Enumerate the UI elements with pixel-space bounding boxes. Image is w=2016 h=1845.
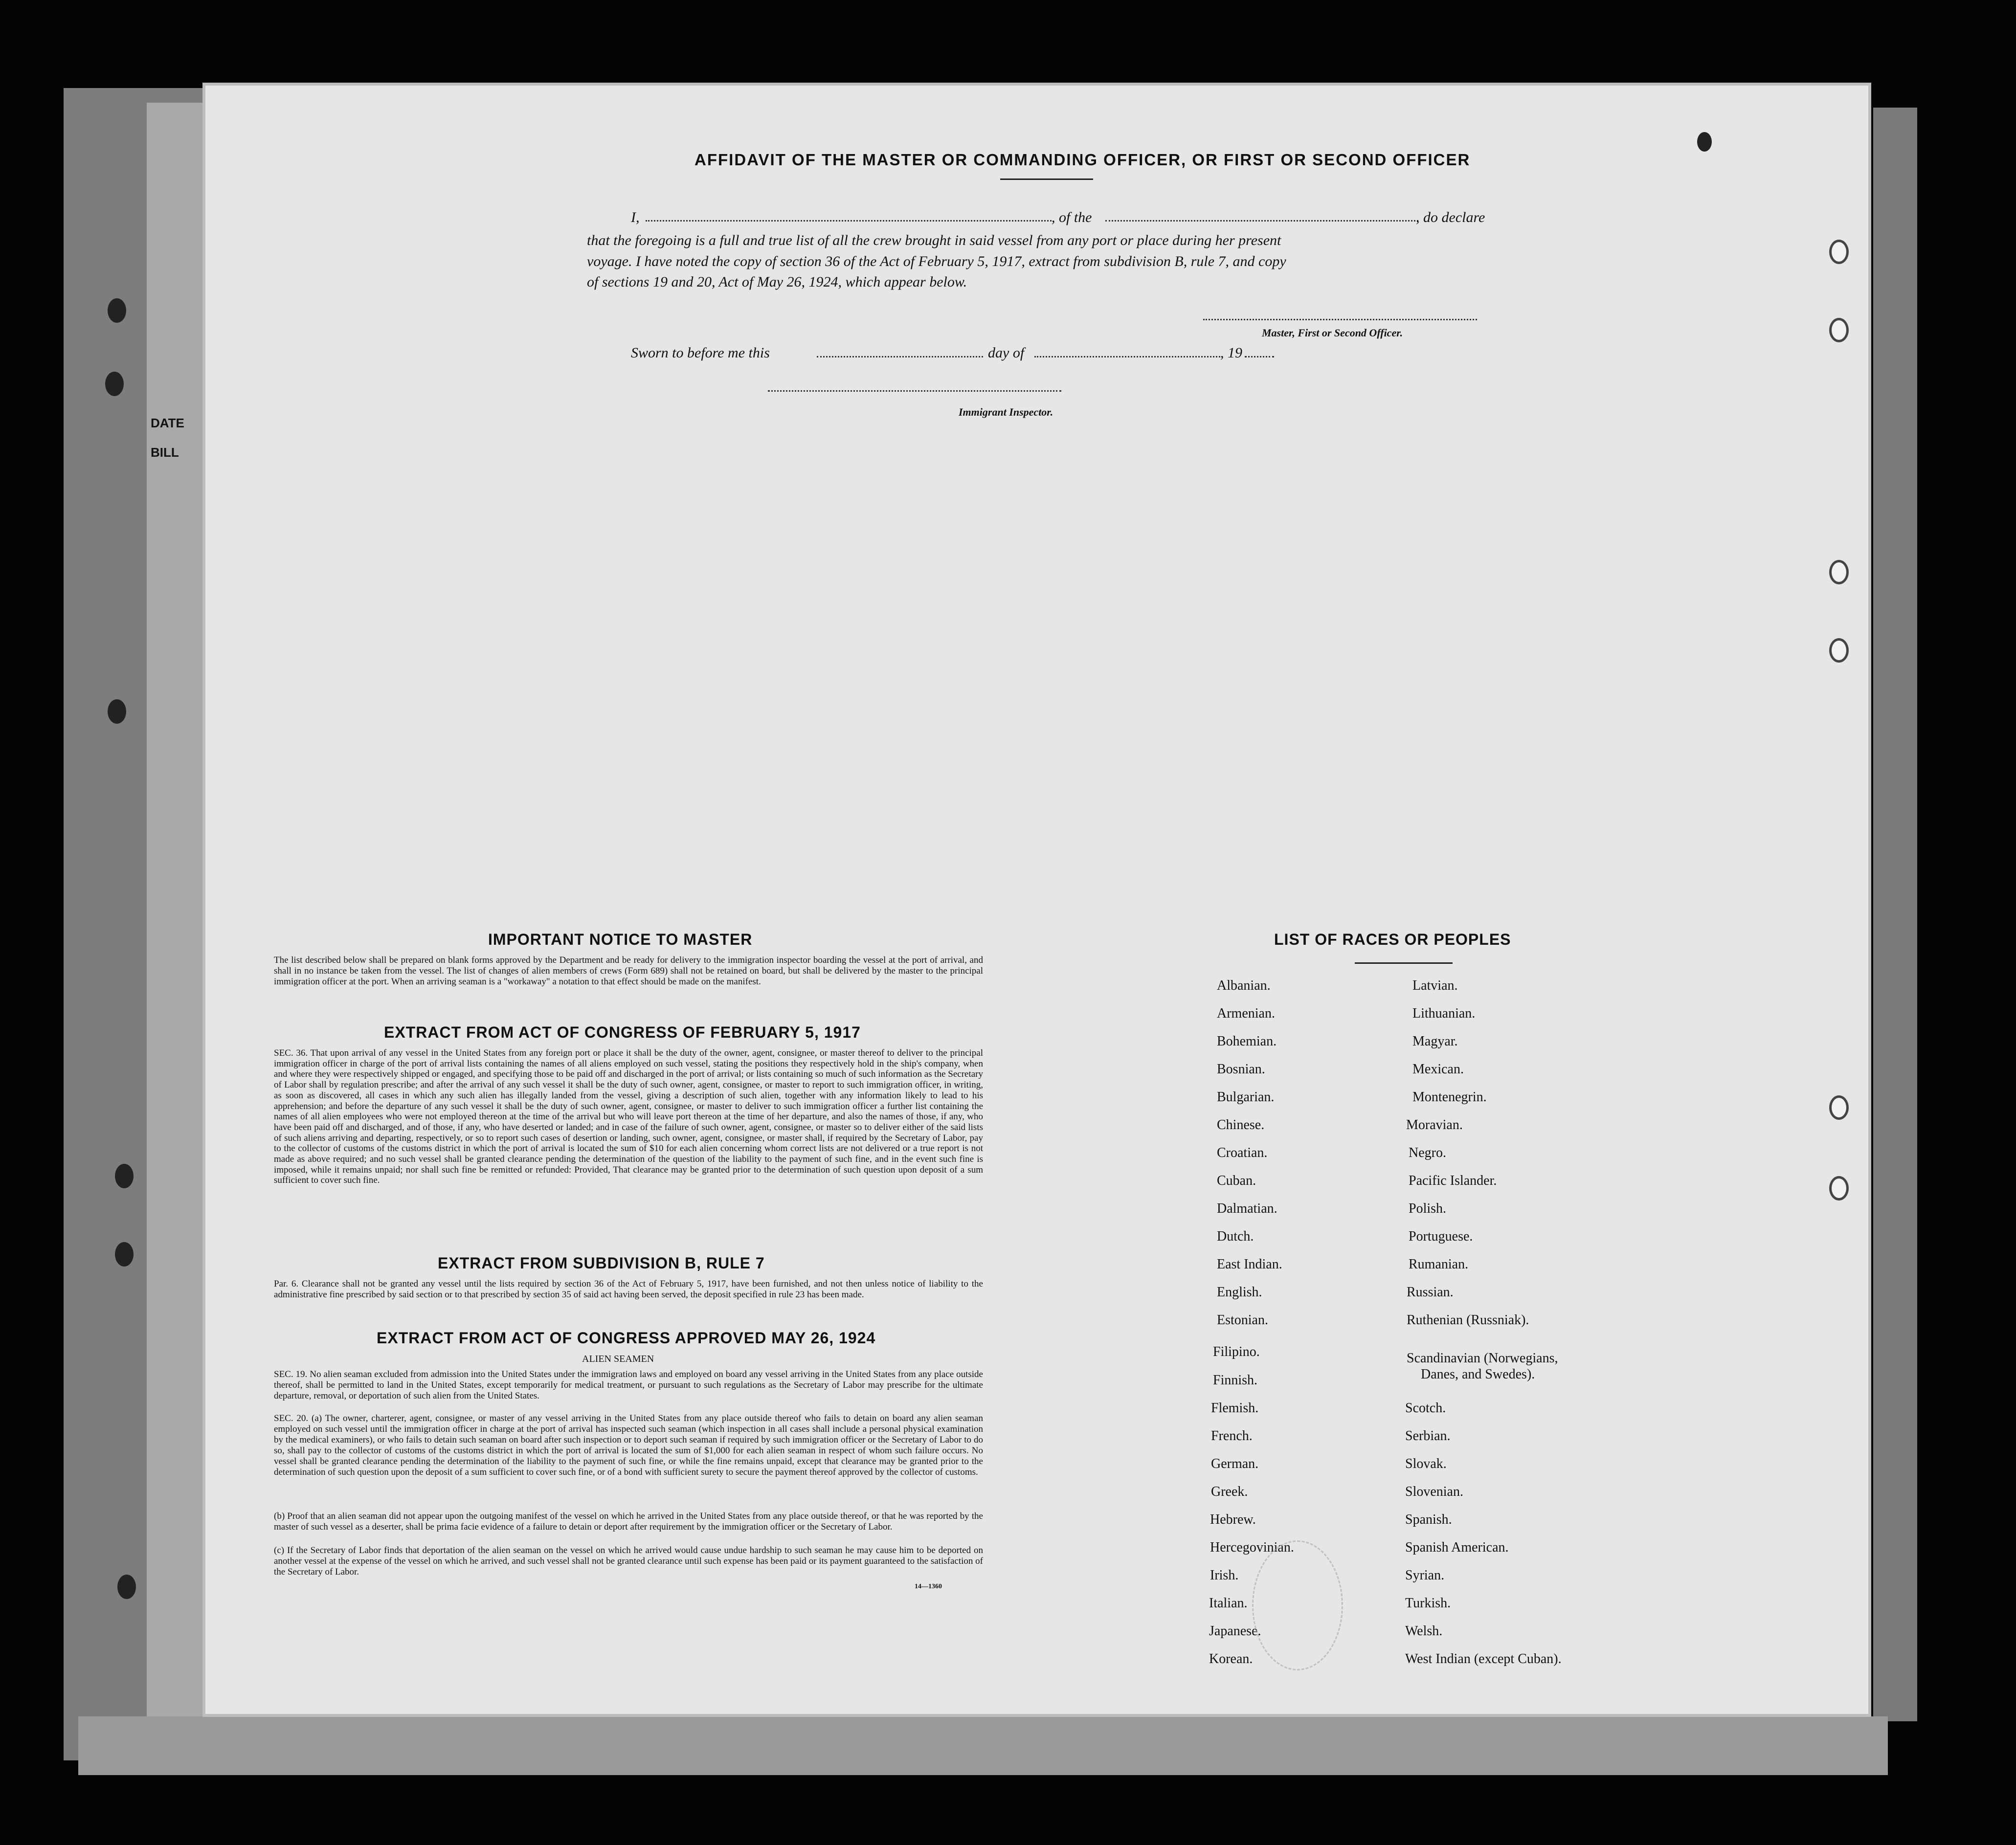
race-item: Korean. <box>1209 1651 1253 1667</box>
race-item: Welsh. <box>1405 1623 1443 1639</box>
sworn-label: Sworn to before me this <box>631 345 770 361</box>
race-item: English. <box>1217 1285 1262 1300</box>
race-item: Chinese. <box>1217 1117 1265 1133</box>
notice-text: The list described below shall be prepared on blank forms approved by the Department and be ready for delivery to the immigration inspector boarding the vessel at the port of arrival, and shall in no instance be taken from the vessel. The list of changes of alien members of crews (Form 689) shall not be retained on board, but shall be delivered by the master to the principal immigration officer at the port. When an arriving seaman is a "workaway" a notation to that effect should be made on the manifest. <box>274 955 983 987</box>
race-item: Hebrew. <box>1210 1512 1256 1527</box>
race-item: Slovenian. <box>1405 1484 1463 1499</box>
affidavit-i-label: I, <box>631 209 640 225</box>
punch-hole <box>1829 638 1849 663</box>
inspector-caption: Immigrant Inspector. <box>959 406 1053 418</box>
sec20b-text: (b) Proof that an alien seaman did not appear upon the outgoing manifest of the vessel on which he arrived in the United States from any place outside thereof, or that he was reported by the master of such vessel as a deserter, shall be prima facie evidence of a failure to detain or deport after requirement by the immigration officer or the Secretary of Labor. <box>274 1511 983 1532</box>
sworn-year-field[interactable] <box>1245 356 1274 357</box>
race-item: West Indian (except Cuban). <box>1405 1651 1562 1667</box>
vessel-field[interactable] <box>1105 220 1418 222</box>
race-item: Irish. <box>1210 1568 1239 1583</box>
races-rule <box>1355 962 1453 964</box>
punch-hole <box>108 298 126 323</box>
race-item: Danes, and Swedes). <box>1421 1367 1535 1382</box>
date-side-label: DATE <box>151 416 184 430</box>
race-item: Russian. <box>1407 1285 1454 1300</box>
punch-hole <box>1829 318 1849 342</box>
form-number: 14—1360 <box>915 1583 942 1590</box>
extract-1924-title: EXTRACT FROM ACT OF CONGRESS APPROVED MAY 26, 1924 <box>377 1329 876 1347</box>
faded-stamp <box>1252 1540 1343 1670</box>
punch-hole <box>105 372 124 396</box>
day-of-label: day of <box>988 345 1025 361</box>
race-item: Spanish. <box>1405 1512 1452 1527</box>
race-item: Finnish. <box>1213 1373 1258 1388</box>
affidavit-title: AFFIDAVIT OF THE MASTER OR COMMANDING OFFICER, OR FIRST OR SECOND OFFICER <box>694 151 1471 169</box>
punch-hole <box>115 1242 134 1267</box>
race-item: East Indian. <box>1217 1257 1282 1272</box>
bill-side-label: BILL <box>151 445 179 460</box>
race-item: Scandinavian (Norwegians, <box>1407 1351 1558 1366</box>
extract-1917-title: EXTRACT FROM ACT OF CONGRESS OF FEBRUARY 5, 1917 <box>384 1023 861 1041</box>
sec19-text: SEC. 19. No alien seaman excluded from admission into the United States under the immigration laws and employed on board any vessel arriving in the United States from any place outside thereof, shall be permitted to land in the United States, except temporarily for medical treatment, or pursuant to such regulations as the Secretary of Labor may prescribe for the ultimate departure, removal, or deportation of such alien from the United States. <box>274 1369 983 1401</box>
race-item: Spanish American. <box>1405 1540 1509 1555</box>
affidavit-body-line3: of sections 19 and 20, Act of May 26, 1924, which appear below. <box>587 274 967 290</box>
extract-rule7-text: Par. 6. Clearance shall not be granted any vessel until the lists required by section 36 of the Act of February 5, 1917, have been furnished, and not then unless notice of liability to the administrative fine prescribed by said section or to that prescribed by section 35 of said act having been served, the deposit specified in rule 23 has been made. <box>274 1279 983 1300</box>
punch-hole <box>1829 560 1849 584</box>
sec20a-text: SEC. 20. (a) The owner, charterer, agent, consignee, or master of any vessel arriving in the United States from any place outside thereof who fails to detain on board any alien seaman employed on such vessel until the immigration officer in charge at the port of arrival has inspected such seaman (which inspection in all cases shall include a personal physical examination by the medical examiners), or who fails to detain such seaman on board after such inspection or to deport such seaman if required by such immigration officer or the Secretary of Labor to do so, shall pay to the collector of customs of the customs district in which the port of arrival is located the sum of $1,000 for each alien seaman in respect of whom such failure occurs. No vessel shall be granted clearance pending the determination of the liability to the payment of such fine, or while the fine remains unpaid, except that clearance may be granted prior to the determination of such question upon the deposit of a sum sufficient to cover such fine, or of a bond with sufficient surety to secure the payment thereof approved by the collector of customs. <box>274 1413 983 1477</box>
race-item: Turkish. <box>1405 1596 1451 1611</box>
race-item: Scotch. <box>1405 1400 1446 1416</box>
race-item: Portuguese. <box>1409 1229 1473 1244</box>
extract-1917-text: SEC. 36. That upon arrival of any vessel in the United States from any foreign port or place it shall be the duty of the owner, agent, consignee, or master thereof to deliver to the principal immigration officer in charge of the port of arrival lists containing the names of all aliens employed on such vessel, stating the positions they respectively hold in the ship's company, when and where they were respectively shipped or engaged, and specifying those to be paid off and discharged in the port of arrival; or lists containing so much of such information as the Secretary of Labor shall by regulation prescribe; and after the arrival of any such vessel it shall be the duty of such owner, agent, consignee, or master to report to such immigration officer, in writing, as soon as discovered, all cases in which any such alien has illegally landed from the vessel, giving a description of such alien, together with any information likely to lead to his apprehension; and before the departure of any such vessel it shall be the duty of such owner, agent, consignee, or master to deliver to such immigration officer a further list containing the names of all alien employees who were not employed thereon at the time of the arrival but who will leave port thereon at the time of her departure, and also the names of those, if any, who have been paid off and discharged, and of those, if any, who have deserted or landed; and in case of the failure of such owner, agent, consignee, or master so to deliver either of the said lists of such aliens arriving and departing, respectively, or so to report such cases of desertion or landing, such owner, agent, consignee, or master shall, if required by the Secretary of Labor, pay to the collector of customs of the customs district in which the port of arrival is located the sum of $10 for each alien concerning whom correct lists are not delivered or a true report is not made as above required; and no such vessel shall be granted clearance pending the determination of the question of the liability to the payment of such fine, and in the event such fine is imposed, while it remains unpaid; nor shall such fine be remitted or refunded: Provided, That clearance may be granted prior to the determination of such question upon deposit of a sum sufficient to cover such fine. <box>274 1048 983 1186</box>
extract-rule7-title: EXTRACT FROM SUBDIVISION B, RULE 7 <box>438 1254 765 1272</box>
sworn-month-field[interactable] <box>1034 356 1220 357</box>
race-item: Magyar. <box>1412 1034 1458 1049</box>
race-item: Serbian. <box>1405 1428 1451 1444</box>
punch-hole <box>1697 132 1712 152</box>
name-field[interactable] <box>646 220 1052 222</box>
master-signature-field[interactable] <box>1203 319 1477 320</box>
race-item: French. <box>1211 1428 1253 1444</box>
race-item: Filipino. <box>1213 1344 1260 1359</box>
race-item: Moravian. <box>1406 1117 1463 1133</box>
race-item: Dutch. <box>1217 1229 1254 1244</box>
race-item: Estonian. <box>1217 1312 1268 1328</box>
race-item: Negro. <box>1409 1145 1446 1160</box>
race-item: Armenian. <box>1217 1006 1275 1021</box>
affidavit-do-declare-label: , do declare <box>1416 209 1485 225</box>
punch-hole <box>117 1575 136 1599</box>
race-item: Pacific Islander. <box>1409 1173 1497 1188</box>
race-item: Greek. <box>1211 1484 1248 1499</box>
punch-hole <box>1829 1176 1849 1200</box>
race-item: Slovak. <box>1405 1456 1447 1471</box>
binder-right-edge <box>1873 108 1917 1721</box>
races-title: LIST OF RACES OR PEOPLES <box>1274 931 1511 948</box>
sworn-day-field[interactable] <box>817 356 983 357</box>
binder-bottom-edge <box>78 1716 1888 1775</box>
race-item: Montenegrin. <box>1412 1089 1487 1105</box>
race-item: Mexican. <box>1412 1062 1464 1077</box>
affidavit-body-line2: voyage. I have noted the copy of section 36 of the Act of February 5, 1917, extract from subdivision B, rule 7, and copy <box>587 253 1286 269</box>
race-item: Japanese. <box>1209 1623 1261 1639</box>
race-item: Italian. <box>1209 1596 1248 1611</box>
punch-hole <box>115 1164 134 1188</box>
race-item: Croatian. <box>1217 1145 1268 1160</box>
race-item: Cuban. <box>1217 1173 1256 1188</box>
alien-seamen-subtitle: ALIEN SEAMEN <box>582 1354 654 1364</box>
inspector-signature-field[interactable] <box>768 390 1061 392</box>
year-label: , 19 <box>1220 345 1242 361</box>
race-item: Latvian. <box>1412 978 1458 993</box>
title-rule <box>1000 178 1093 180</box>
punch-hole <box>1829 1095 1849 1120</box>
race-item: Bohemian. <box>1217 1034 1277 1049</box>
race-item: Polish. <box>1409 1201 1447 1216</box>
race-item: Syrian. <box>1405 1568 1445 1583</box>
punch-hole <box>1829 240 1849 264</box>
race-item: German. <box>1211 1456 1259 1471</box>
underlying-page-edge <box>147 103 210 1751</box>
race-item: Rumanian. <box>1409 1257 1469 1272</box>
race-item: Dalmatian. <box>1217 1201 1277 1216</box>
race-item: Ruthenian (Russniak). <box>1407 1312 1529 1328</box>
race-item: Albanian. <box>1217 978 1271 993</box>
race-item: Hercegovinian. <box>1210 1540 1294 1555</box>
affidavit-body-line1: that the foregoing is a full and true list of all the crew brought in said vessel from any port or place during her present <box>587 232 1281 248</box>
race-item: Flemish. <box>1211 1400 1259 1416</box>
master-caption: Master, First or Second Officer. <box>1262 327 1403 339</box>
race-item: Lithuanian. <box>1412 1006 1476 1021</box>
notice-title: IMPORTANT NOTICE TO MASTER <box>488 931 753 948</box>
race-item: Bosnian. <box>1217 1062 1265 1077</box>
sec20c-text: (c) If the Secretary of Labor finds that deportation of the alien seaman on the vessel on which he arrived would cause undue hardship to such seaman he may cause him to be deported on another vessel at the expense of the vessel on which he arrived, and such vessel shall not be granted clearance until such expense has been paid or its payment guaranteed to the satisfaction of the Secretary of Labor. <box>274 1545 983 1577</box>
race-item: Bulgarian. <box>1217 1089 1275 1105</box>
punch-hole <box>108 699 126 724</box>
affidavit-of-the-label: , of the <box>1052 209 1092 225</box>
